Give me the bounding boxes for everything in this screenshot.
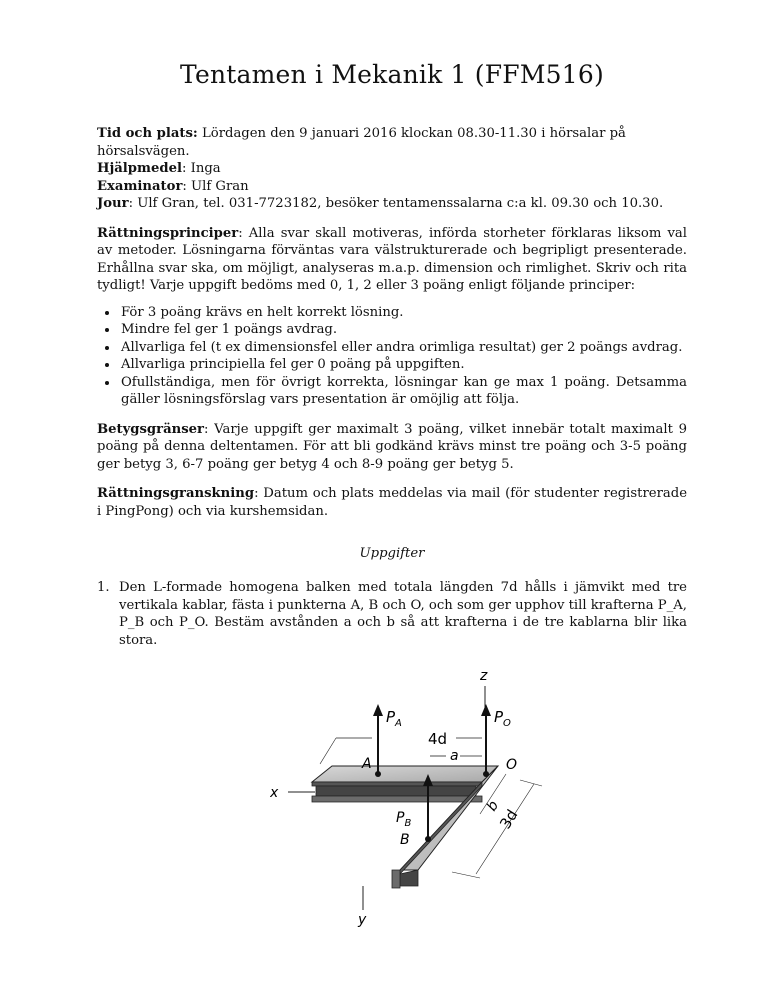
beam-end-web bbox=[400, 870, 418, 886]
examiner-line bbox=[97, 178, 687, 196]
beam-bottom-flange-x bbox=[312, 796, 482, 802]
x-axis-label: x bbox=[270, 785, 279, 801]
review-text: : Datum och plats meddelas via mail (för studenter registrerade i PingPong) och via kurshemsidan. bbox=[97, 486, 687, 519]
force-pa-arrowhead bbox=[373, 704, 383, 716]
point-a-label: A bbox=[362, 756, 372, 772]
point-b-dot bbox=[425, 836, 431, 842]
problem-text: Den L-formade homogena balken med totala längden 7d hålls i jämvikt med tre vertikala kablar, fästa i punkterna A, B och O, och som ger upphov till krafterna P_A, P_B och P_O. Bestäm avstånden a och b så att krafterna i de tre kablarna blir lika stora. bbox=[119, 580, 687, 648]
principles-label: Rättningsprinciper bbox=[97, 225, 239, 241]
exam-info bbox=[97, 125, 687, 213]
problem-1 bbox=[97, 579, 687, 649]
aids-line bbox=[97, 160, 687, 178]
duty-line bbox=[97, 195, 687, 213]
examiner-label: Examinator bbox=[97, 178, 183, 194]
duty-value: : Ulf Gran, tel. 031-7723182, besöker tentamenssalarna c:a kl. 09.30 och 10.30. bbox=[128, 196, 664, 211]
beam-top-flange-x bbox=[312, 766, 498, 782]
list-item: • Allvarliga fel (t ex dimensionsfel eller andra orimliga resultat) ger 2 poängs avdrag. bbox=[119, 339, 687, 357]
point-o-label: O bbox=[506, 757, 518, 773]
point-b-label: B bbox=[400, 832, 410, 848]
section-title: Uppgifter bbox=[359, 546, 425, 561]
dim-a-label: a bbox=[450, 748, 459, 764]
problem-number: 1. bbox=[97, 580, 110, 595]
list-item: • Ofullständiga, men för övrigt korrekta, lösningar kan ge max 1 poäng. Detsamma gäller lösningsförslag vars presentation är omöjlig att följa. bbox=[119, 374, 687, 409]
principles-list bbox=[97, 304, 687, 409]
examiner-value: : Ulf Gran bbox=[182, 178, 249, 194]
dim-3d-ext-bottom bbox=[452, 872, 480, 878]
point-o-dot bbox=[483, 771, 489, 777]
aids-label: Hjälpmedel bbox=[97, 161, 182, 176]
dim-3d-label: 3d bbox=[496, 806, 522, 833]
duty-label: Jour bbox=[97, 196, 129, 211]
dim-4d-ext-left bbox=[320, 738, 336, 764]
force-po-label: $P_O$ bbox=[494, 708, 511, 729]
dim-4d-label: 4d bbox=[428, 730, 448, 748]
time-place-value: Lördagen den 9 januari 2016 klockan 08.30-11.30 i hörsalar på hörsalsvägen. bbox=[97, 126, 626, 159]
beam-flange-edge-x bbox=[312, 782, 482, 786]
force-pb-label: $P_B$ bbox=[396, 810, 412, 829]
aids-value: : Inga bbox=[181, 161, 221, 176]
grades-paragraph bbox=[97, 421, 687, 474]
grades-label: Betygsgränser bbox=[97, 421, 205, 437]
time-place-line bbox=[97, 125, 687, 160]
principles-text: : Alla svar skall motiveras, införda storheter förklaras liksom val av metoder. Lösningarna förväntas vara välstrukturerade och begripligt presenterade. Erhållna svar ska, om möjligt, analyseras m.a.p. dimension och rimlighet. Skriv och rita tydligt! Varje uppgift bedöms med 0, 1, 2 eller 3 poäng enligt följande principer: bbox=[97, 225, 687, 293]
list-item: • För 3 poäng krävs en helt korrekt lösning. bbox=[119, 304, 687, 322]
grades-text: : Varje uppgift ger maximalt 3 poäng, vilket innebär totalt maximalt 9 poäng på denna deltentamen. För att bli godkänd krävs minst tre poäng och 3-5 poäng ger betyg 3, 6-7 poäng ger betyg 4 och 8-9 poäng ger betyg 5. bbox=[97, 421, 687, 472]
dim-3d-ext-top bbox=[520, 780, 542, 786]
time-place-label: Tid och plats: bbox=[97, 126, 198, 141]
force-po-arrowhead bbox=[481, 704, 491, 716]
beam-figure bbox=[270, 664, 560, 954]
beam-end-flange bbox=[392, 870, 400, 888]
exam-page bbox=[97, 60, 687, 649]
beam-web-x bbox=[316, 786, 476, 796]
y-axis-label: y bbox=[358, 912, 367, 928]
dim-b-label: b bbox=[483, 798, 503, 815]
review-label: Rättningsgranskning bbox=[97, 486, 255, 501]
force-pa-label: $P_A$ bbox=[386, 708, 402, 729]
review-paragraph bbox=[97, 485, 687, 520]
list-item: • Allvarliga principiella fel ger 0 poäng på uppgiften. bbox=[119, 356, 687, 374]
z-axis-label: z bbox=[480, 668, 488, 684]
point-a-dot bbox=[375, 771, 381, 777]
list-item: • Mindre fel ger 1 poängs avdrag. bbox=[119, 321, 687, 339]
page-title: Tentamen i Mekanik 1 (FFM516) bbox=[180, 60, 604, 89]
principles-paragraph bbox=[97, 225, 687, 295]
